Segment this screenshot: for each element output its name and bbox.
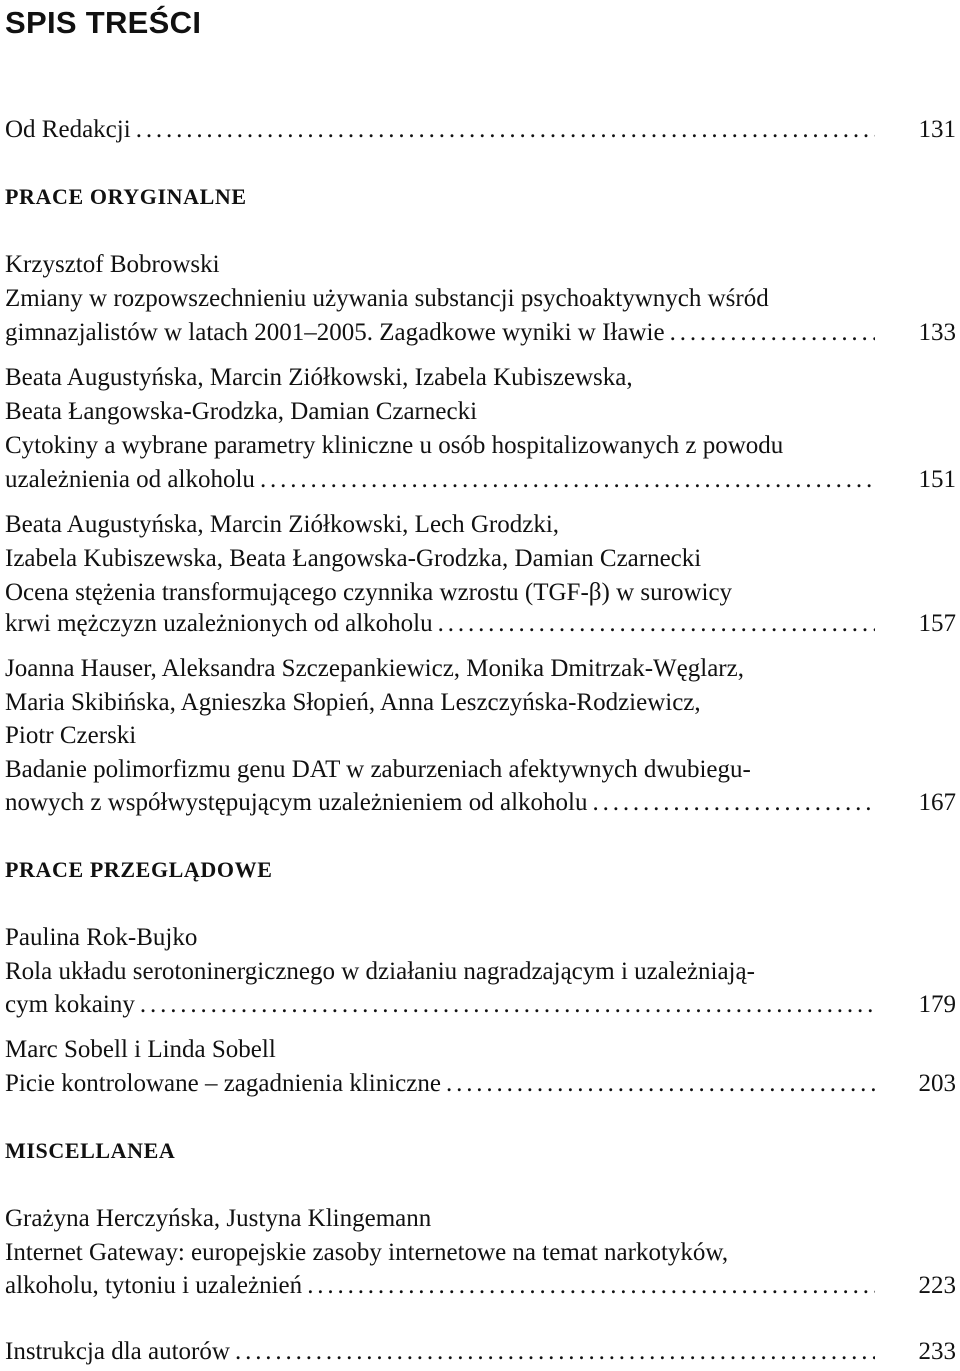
toc-entry-title: Badanie polimorfizmu genu DAT w zaburzeniach afektywnych dwubiegu-	[5, 756, 751, 783]
page-number: 223	[918, 1272, 956, 1299]
page-number: 203	[918, 1070, 956, 1097]
page-number: 179	[918, 991, 956, 1018]
page-title: SPIS TREŚCI	[5, 5, 202, 40]
toc-entry-authors: Paulina Rok-Bujko	[5, 924, 198, 951]
toc-entry-title: alkoholu, tytoniu i uzależnień . . .	[5, 1269, 875, 1303]
toc-entry-title: Cytokiny a wybrane parametry kliniczne u osób hospitalizowanych z powodu	[5, 432, 784, 459]
toc-entry-title: nowych z współwystępującym uzależnieniem od alkoholu . . .	[5, 786, 875, 820]
toc-entry-authors: Grażyna Herczyńska, Justyna Klingemann	[5, 1205, 432, 1232]
toc-entry-authors: Izabela Kubiszewska, Beata Łangowska-Grodzka, Damian Czarnecki	[5, 545, 702, 572]
toc-entry-authors: Krzysztof Bobrowski	[5, 251, 220, 278]
toc-entry-title: Od Redakcji . . .	[5, 113, 875, 147]
page-number: 233	[918, 1338, 956, 1365]
toc-entry-title: Internet Gateway: europejskie zasoby internetowe na temat narkotyków,	[5, 1239, 729, 1266]
toc-entry-title: gimnazjalistów w latach 2001–2005. Zagadkowe wyniki w Iławie . . .	[5, 316, 875, 350]
toc-entry-title: Zmiany w rozpowszechnieniu używania substancji psychoaktywnych wśród	[5, 285, 769, 312]
section-heading: MISCELLANEA	[5, 1138, 176, 1163]
toc-entry-authors: Piotr Czerski	[5, 722, 137, 749]
section-heading: PRACE PRZEGLĄDOWE	[5, 857, 273, 882]
page-number: 167	[918, 789, 956, 816]
toc-entry-title: Picie kontrolowane – zagadnienia kliniczne . . .	[5, 1067, 875, 1101]
toc-entry-authors: Joanna Hauser, Aleksandra Szczepankiewicz, Monika Dmitrzak-Węglarz,	[5, 655, 744, 682]
page-number: 133	[918, 319, 956, 346]
page-number: 157	[918, 610, 956, 637]
toc-entry-title: uzależnienia od alkoholu . . .	[5, 463, 875, 497]
section-heading: PRACE ORYGINALNE	[5, 184, 247, 209]
toc-entry-authors: Beata Augustyńska, Marcin Ziółkowski, Lech Grodzki,	[5, 511, 560, 538]
toc-entry-authors: Marc Sobell i Linda Sobell	[5, 1036, 276, 1063]
page-number: 151	[918, 466, 956, 493]
toc-entry-title: krwi mężczyzn uzależnionych od alkoholu . . .	[5, 607, 875, 641]
toc-entry-authors: Beata Augustyńska, Marcin Ziółkowski, Izabela Kubiszewska,	[5, 364, 633, 391]
page-number: 131	[918, 116, 956, 143]
toc-entry-title: Instrukcja dla autorów . . .	[5, 1335, 875, 1369]
toc-entry-authors: Beata Łangowska-Grodzka, Damian Czarnecki	[5, 398, 478, 425]
toc-entry-title: Ocena stężenia transformującego czynnika wzrostu (TGF-β) w surowicy	[5, 579, 733, 606]
toc-entry-authors: Maria Skibińska, Agnieszka Słopień, Anna Leszczyńska-Rodziewicz,	[5, 689, 701, 716]
toc-entry-title: Rola układu serotoninergicznego w działaniu nagradzającym i uzależniają-	[5, 958, 755, 985]
toc-entry-title: cym kokainy . . .	[5, 988, 875, 1022]
